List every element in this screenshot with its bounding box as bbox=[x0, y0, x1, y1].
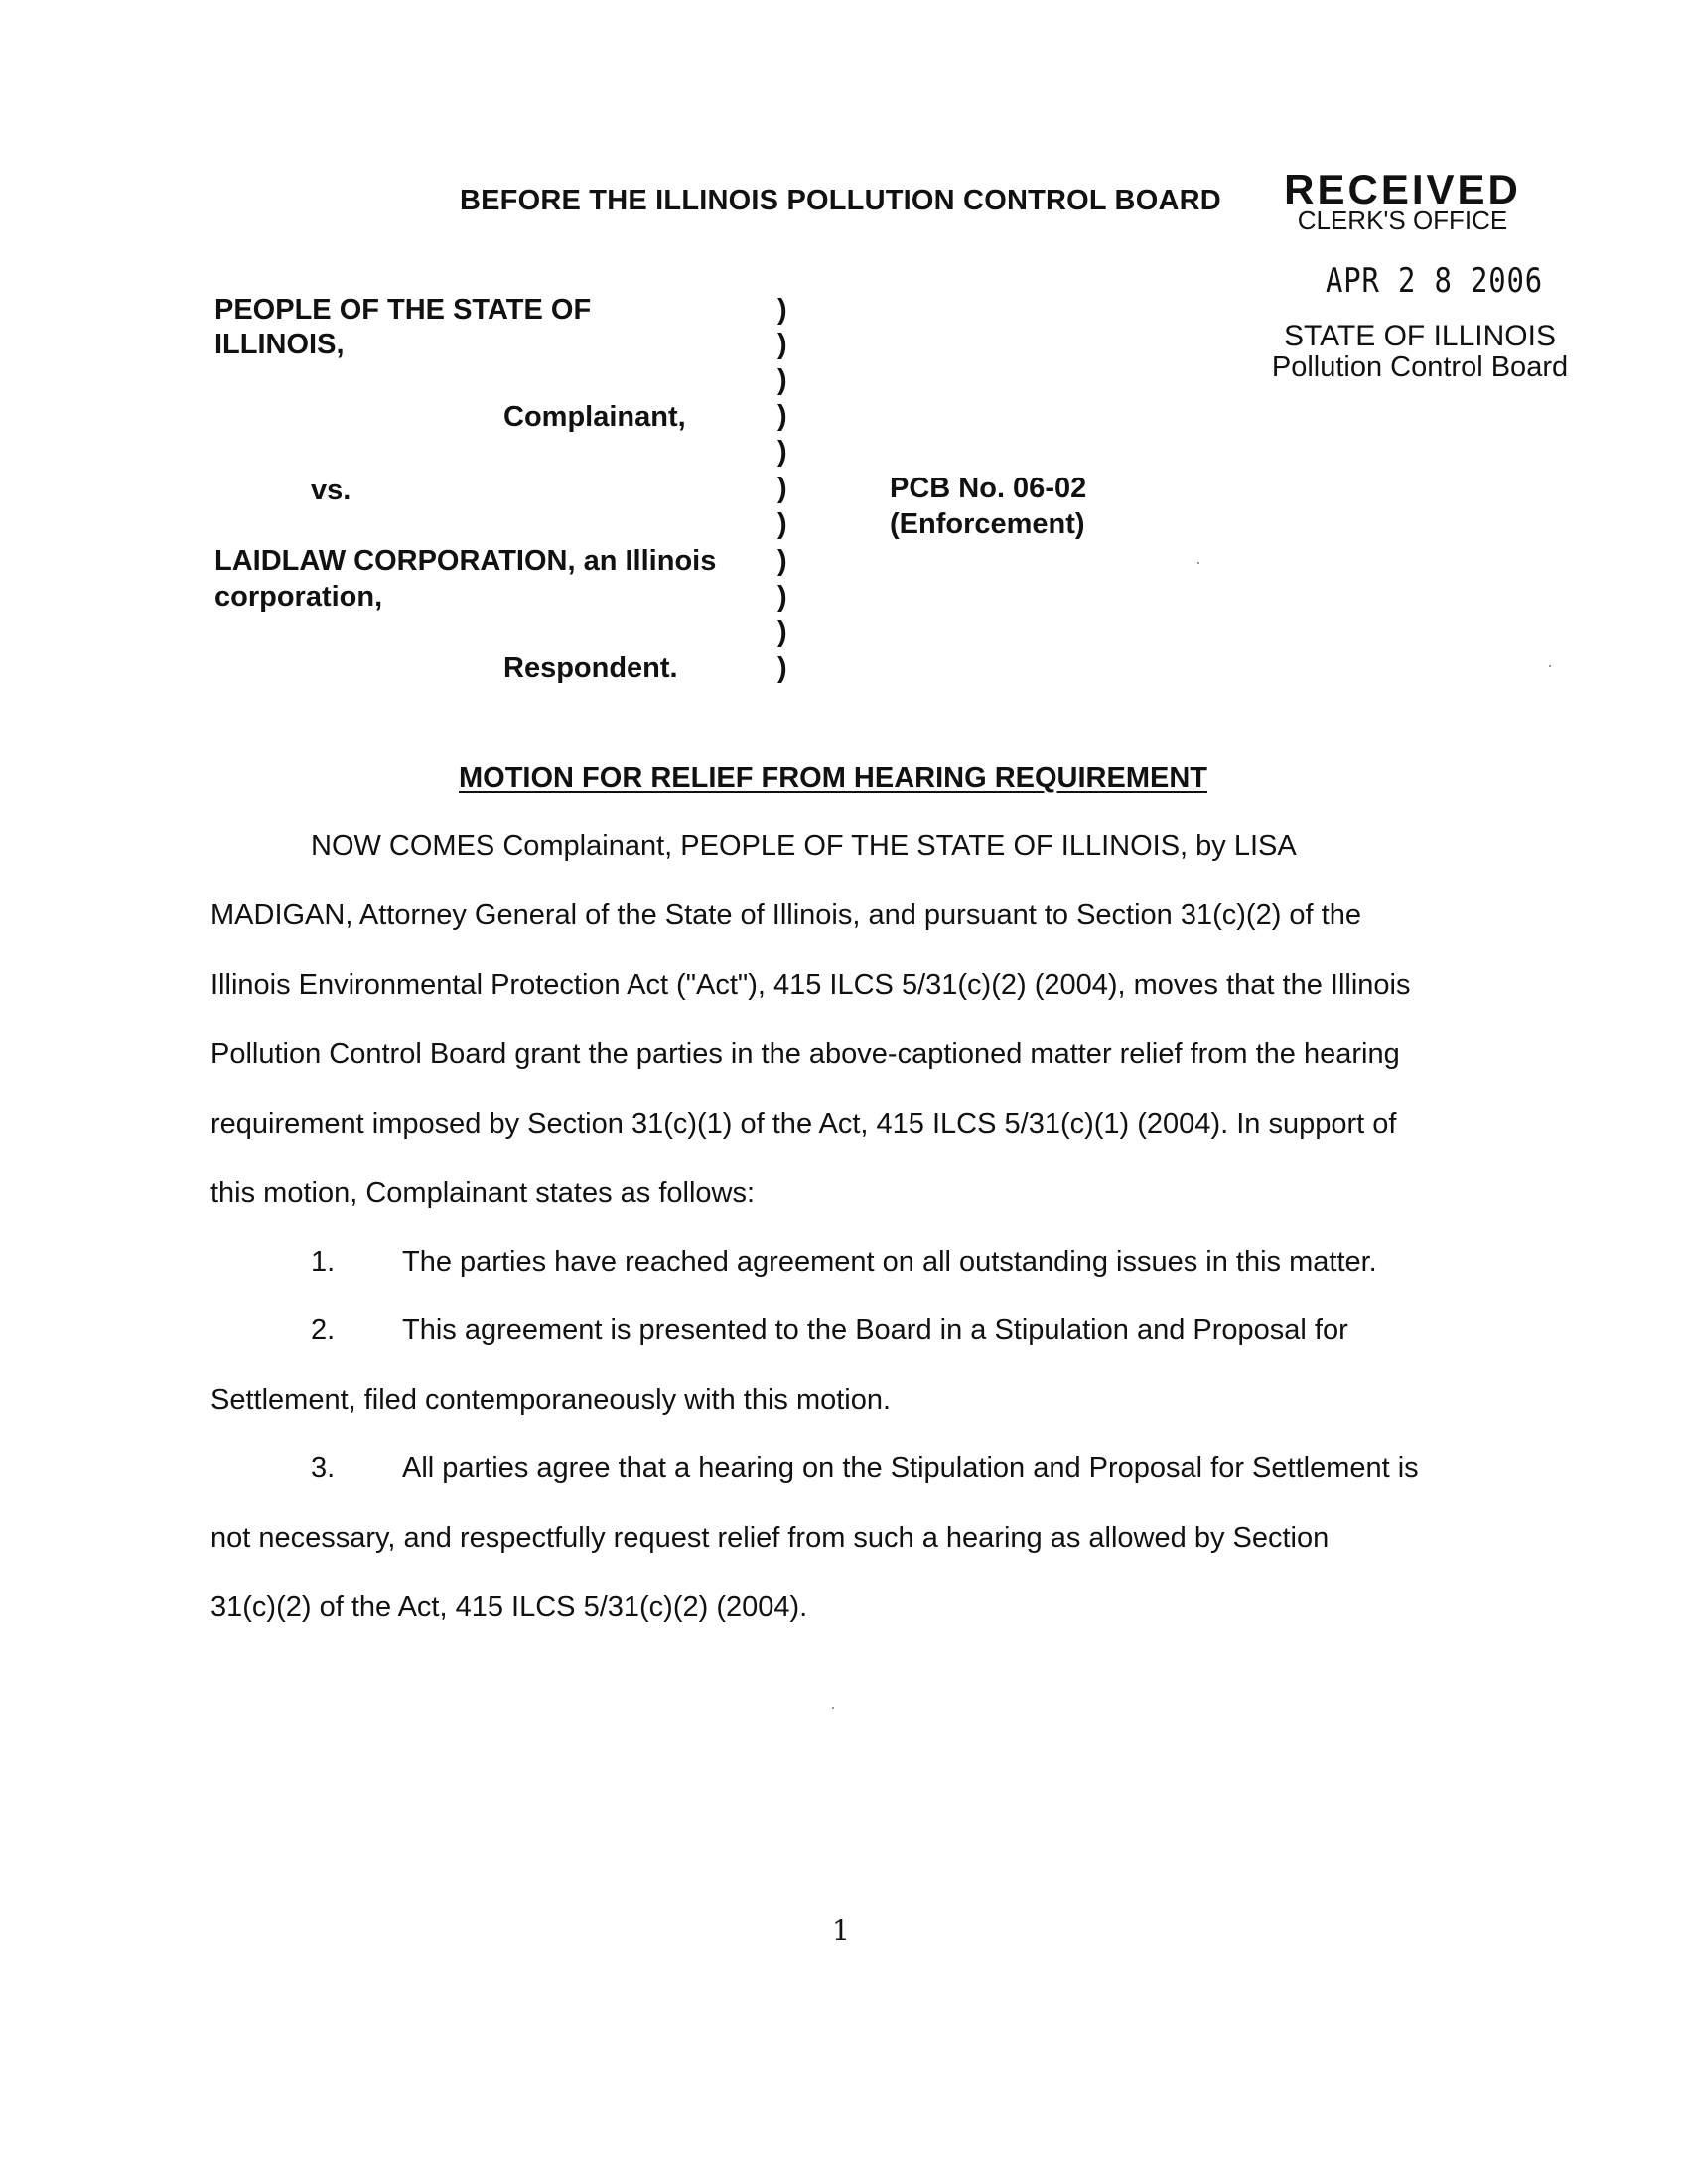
intro-line: Pollution Control Board grant the parties in the above-captioned matter relief from the hearing bbox=[210, 1038, 1400, 1070]
item-number: 2. bbox=[311, 1314, 336, 1346]
motion-title: MOTION FOR RELIEF FROM HEARING REQUIREMENT bbox=[459, 762, 1207, 794]
item-line: All parties agree that a hearing on the Stipulation and Proposal for Settlement is bbox=[402, 1452, 1419, 1484]
item-line: Settlement, filed contemporaneously with this motion. bbox=[210, 1384, 892, 1416]
caption-respondent: Respondent. bbox=[503, 652, 678, 684]
page-number: 1 bbox=[832, 1914, 850, 1947]
intro-line: Illinois Environmental Protection Act ("Act"), 415 ILCS 5/31(c)(2) (2004), moves that the Illinois bbox=[210, 969, 1411, 1001]
stamp-state: STATE OF ILLINOIS bbox=[1284, 320, 1556, 352]
intro-line: requirement imposed by Section 31(c)(1) of the Act, 415 ILCS 5/31(c)(1) (2004). In support of bbox=[210, 1108, 1397, 1140]
caption-vs: vs. bbox=[311, 475, 351, 506]
case-number: PCB No. 06-02 bbox=[890, 473, 1087, 504]
caption-paren: ) bbox=[777, 364, 787, 396]
item-line: This agreement is presented to the Board in a Stipulation and Proposal for bbox=[402, 1314, 1348, 1346]
caption-paren: ) bbox=[777, 400, 787, 432]
caption-paren: ) bbox=[777, 436, 787, 468]
stamp-date: APR 2 8 2006 bbox=[1326, 261, 1543, 301]
caption-paren: ) bbox=[777, 329, 787, 360]
court-title: BEFORE THE ILLINOIS POLLUTION CONTROL BOARD bbox=[460, 185, 1221, 216]
scan-speck bbox=[1197, 562, 1199, 564]
caption-respondent-line2: corporation, bbox=[214, 581, 383, 613]
item-line: not necessary, and respectfully request relief from such a hearing as allowed by Section bbox=[210, 1522, 1330, 1554]
caption-paren: ) bbox=[777, 508, 787, 540]
intro-line: this motion, Complainant states as follows: bbox=[210, 1177, 756, 1209]
caption-paren: ) bbox=[777, 652, 787, 684]
item-line: 31(c)(2) of the Act, 415 ILCS 5/31(c)(2) (2004). bbox=[210, 1591, 808, 1623]
caption-paren: ) bbox=[777, 581, 787, 613]
intro-line: MADIGAN, Attorney General of the State of Illinois, and pursuant to Section 31(c)(2) of the bbox=[210, 899, 1361, 931]
case-type: (Enforcement) bbox=[890, 508, 1085, 540]
caption-people-line1: PEOPLE OF THE STATE OF bbox=[214, 294, 592, 326]
stamp-clerks-office: CLERK'S OFFICE bbox=[1297, 205, 1508, 235]
caption-respondent-line1: LAIDLAW CORPORATION, an Illinois bbox=[214, 545, 717, 577]
item-line: The parties have reached agreement on all outstanding issues in this matter. bbox=[402, 1246, 1377, 1278]
caption-paren: ) bbox=[777, 545, 787, 577]
item-number: 3. bbox=[311, 1452, 336, 1484]
caption-paren: ) bbox=[777, 616, 787, 648]
item-number: 1. bbox=[311, 1246, 336, 1278]
caption-paren: ) bbox=[777, 294, 787, 326]
scan-speck bbox=[1549, 665, 1551, 667]
caption-people-line2: ILLINOIS, bbox=[214, 329, 345, 360]
intro-line: NOW COMES Complainant, PEOPLE OF THE STATE OF ILLINOIS, by LISA bbox=[311, 830, 1297, 862]
caption-paren: ) bbox=[777, 473, 787, 504]
scan-speck bbox=[832, 1707, 834, 1709]
stamp-received: RECEIVED bbox=[1284, 166, 1521, 212]
caption-complainant: Complainant, bbox=[503, 401, 686, 433]
stamp-board: Pollution Control Board bbox=[1271, 351, 1569, 383]
